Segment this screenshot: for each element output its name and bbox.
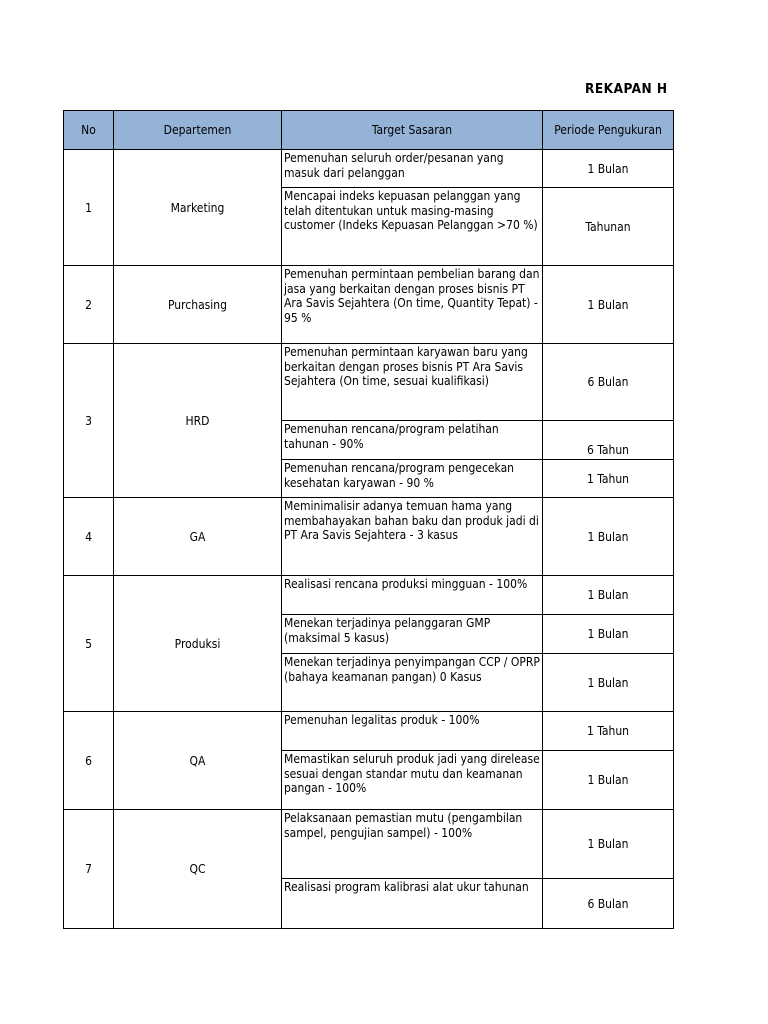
target-text: Pemenuhan seluruh order/pesanan yang masuk dari pelanggan xyxy=(282,150,543,188)
target-text: Pemenuhan rencana/program pengecekan kesehatan karyawan - 90 % xyxy=(282,460,543,498)
target-text: Memastikan seluruh produk jadi yang direlease sesuai dengan standar mutu dan keamanan pangan - 100% xyxy=(282,751,543,810)
period-value: 6 Bulan xyxy=(543,879,674,929)
header-periode: Periode Pengukuran xyxy=(543,111,674,150)
header-target: Target Sasaran xyxy=(282,111,543,150)
target-text: Realisasi rencana produksi mingguan - 100% xyxy=(282,576,543,615)
row-number: 6 xyxy=(64,712,114,810)
table-row xyxy=(64,344,674,421)
row-number: 1 xyxy=(64,150,114,266)
department-name: GA xyxy=(114,498,282,576)
table-row xyxy=(64,810,674,879)
target-text: Mencapai indeks kepuasan pelanggan yang telah ditentukan untuk masing-masing customer (Indeks Kepuasan Pelanggan >70 %) xyxy=(282,188,543,266)
target-text: Pelaksanaan pemastian mutu (pengambilan sampel, pengujian sampel) - 100% xyxy=(282,810,543,879)
row-number: 4 xyxy=(64,498,114,576)
period-value: 1 Bulan xyxy=(543,150,674,188)
target-table xyxy=(63,110,674,929)
target-text: Pemenuhan rencana/program pelatihan tahunan - 90% xyxy=(282,421,543,460)
row-number: 3 xyxy=(64,344,114,498)
target-text: Pemenuhan permintaan karyawan baru yang berkaitan dengan proses bisnis PT Ara Savis Sejahtera (On time, sesuai kualifikasi) xyxy=(282,344,543,421)
period-value: 1 Tahun xyxy=(543,460,674,498)
target-text: Meminimalisir adanya temuan hama yang membahayakan bahan baku dan produk jadi di PT Ara Savis Sejahtera - 3 kasus xyxy=(282,498,543,576)
period-value: 1 Bulan xyxy=(543,615,674,654)
period-value: 6 Bulan xyxy=(543,344,674,421)
table-row xyxy=(64,576,674,615)
period-value: 1 Bulan xyxy=(543,576,674,615)
header-row xyxy=(64,111,674,150)
header-departemen: Departemen xyxy=(114,111,282,150)
target-text: Menekan terjadinya penyimpangan CCP / OPRP (bahaya keamanan pangan) 0 Kasus xyxy=(282,654,543,712)
department-name: QC xyxy=(114,810,282,929)
target-text: Menekan terjadinya pelanggaran GMP (maksimal 5 kasus) xyxy=(282,615,543,654)
table-row xyxy=(64,498,674,576)
period-value: 1 Bulan xyxy=(543,810,674,879)
sheet-title: REKAPAN H xyxy=(585,81,668,97)
department-name: HRD xyxy=(114,344,282,498)
table-row xyxy=(64,266,674,344)
department-name: Purchasing xyxy=(114,266,282,344)
period-value: 1 Bulan xyxy=(543,498,674,576)
period-value: 1 Bulan xyxy=(543,654,674,712)
target-text: Pemenuhan permintaan pembelian barang dan jasa yang berkaitan dengan proses bisnis PT Ara Savis Sejahtera (On time, Quantity Tepat) - 95 % xyxy=(282,266,543,344)
header-no: No xyxy=(64,111,114,150)
row-number: 5 xyxy=(64,576,114,712)
department-name: QA xyxy=(114,712,282,810)
period-value: 1 Tahun xyxy=(543,712,674,751)
period-value: 1 Bulan xyxy=(543,751,674,810)
target-text: Pemenuhan legalitas produk - 100% xyxy=(282,712,543,751)
target-text: Realisasi program kalibrasi alat ukur tahunan xyxy=(282,879,543,929)
row-number: 7 xyxy=(64,810,114,929)
period-value: 6 Tahun xyxy=(543,421,674,460)
department-name: Produksi xyxy=(114,576,282,712)
department-name: Marketing xyxy=(114,150,282,266)
table-row xyxy=(64,150,674,188)
period-value: 1 Bulan xyxy=(543,266,674,344)
period-value: Tahunan xyxy=(543,188,674,266)
table-row xyxy=(64,712,674,751)
row-number: 2 xyxy=(64,266,114,344)
